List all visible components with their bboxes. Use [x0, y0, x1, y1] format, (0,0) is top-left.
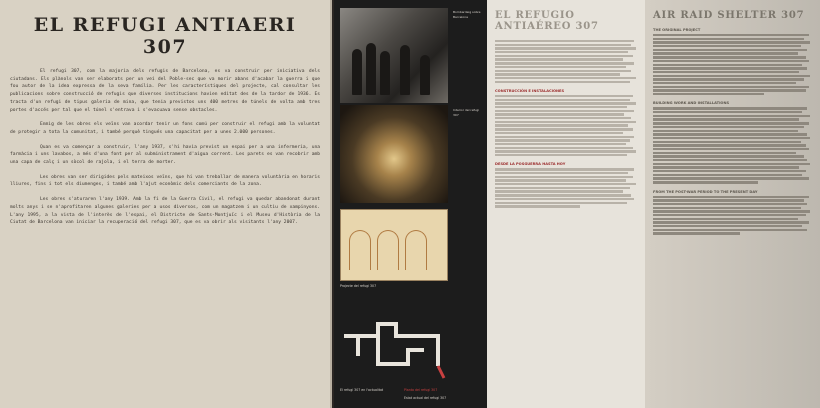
english-title: AIR RAID SHELTER 307: [653, 10, 805, 21]
map-caption: El refugi 307 en l'actualitat: [340, 388, 384, 392]
english-subhead-1: THE ORIGINAL PROJECT: [653, 28, 701, 32]
bombing-photo: [340, 8, 448, 103]
photo1-caption: Bombardeig sobre Barcelona: [453, 10, 481, 19]
map-caption-red: Planta del refugi 307: [404, 388, 438, 392]
blueprint-caption: Projecte del refugi 307: [340, 284, 377, 288]
catalan-paragraph-2: Enmig de les obres els veïns van acordar tenir un fons comú per construir el refugi amb la voluntat de protegir a tota la comunitat, i també perquè tingués una capacitat per a unes 2.000 persones.: [10, 122, 320, 135]
spanish-text-lines: [495, 40, 637, 83]
english-subhead-3: FROM THE POST-WAR PERIOD TO THE PRESENT DAY: [653, 189, 758, 194]
bottom-caption: Estat actual del refugi 307: [404, 396, 447, 400]
catalan-paragraph-3: Quan es va començar a construir, l'any 1937, s'hi havia previst un espai per a una infermeria, una farmàcia i uns lavabos, a més d'una font per al subministrament d'aigua corrent. Les parets es van recobrir amb una capa de calç i un sòcol de rajola, i el terra de morter.: [10, 144, 320, 166]
english-text-lines: [653, 34, 812, 95]
english-text-lines-3: [653, 196, 812, 235]
tunnel-photo: [340, 105, 448, 203]
catalan-title: EL REFUGI ANTIAERI 307: [33, 14, 297, 58]
catalan-text-panel: [0, 0, 332, 408]
english-text-lines-2: [653, 107, 812, 183]
image-panel: [334, 0, 487, 408]
spanish-text-lines-3: [495, 168, 637, 207]
english-subhead-2: BUILDING WORK AND INSTALLATIONS: [653, 101, 730, 106]
shelter-plan-map: [338, 306, 450, 384]
spanish-text-panel: [487, 0, 645, 408]
spanish-title: EL REFUGIO ANTIAÉREO 307: [495, 10, 599, 32]
catalan-paragraph-4: Les obres van ser dirigides pels mateixos veïns, que hi van treballar de manera voluntària en horaris lliures, fins i tot els diumenges, i també amb l'ajut econòmic dels comerciants de la zona.: [10, 174, 320, 188]
spanish-text-lines-2: [495, 95, 637, 156]
spanish-subhead-1: CONSTRUCCIÓN E INSTALACIONES: [495, 88, 565, 93]
catalan-paragraph-1: El refugi 307, com la majoria dels refugis de Barcelona, es va construir per iniciativa dels ciutadans. Els plànols van ser elaborats per un veí del Poble-sec que va morir abans d'acabar la guerra i que fou autor de la idea expressa de la seva família. Per les característiques del projecte, cal consultar les publicacions sobre construcció de refugis que diverses institucions havien editat des de la tardor de 1936. Es tracta d'un refugi de tipus galeria de mina, que tenia previstos uns 400 metres de túnels de volta amb tres portes d'accés per tal que el túnel s'entrava i s'evacuava sense obstacles.: [10, 69, 320, 113]
spanish-subhead-2: DESDE LA POSGUERRA HASTA HOY: [495, 162, 566, 167]
photo2-caption: Interior del refugi 307: [453, 108, 480, 117]
english-text-panel: [645, 0, 820, 408]
catalan-paragraph-5: Les obres s'aturaren l'any 1939. Amb la fi de la Guerra Civil, el refugi va quedar abandonat durant molts anys i se n'aprofitaren algunes galeries per a usos diversos, com un magatzem i un cultiu de xampinyons. L'any 1995, a la vista de l'interès de l'espai, el Districte de Sants-Montjuïc i el Museu d'Història de la Ciutat de Barcelona van iniciar la recuperació del refugi 307, que es va obrir als visitants l'any 2007.: [10, 197, 320, 226]
blueprint-drawing: [340, 209, 448, 281]
